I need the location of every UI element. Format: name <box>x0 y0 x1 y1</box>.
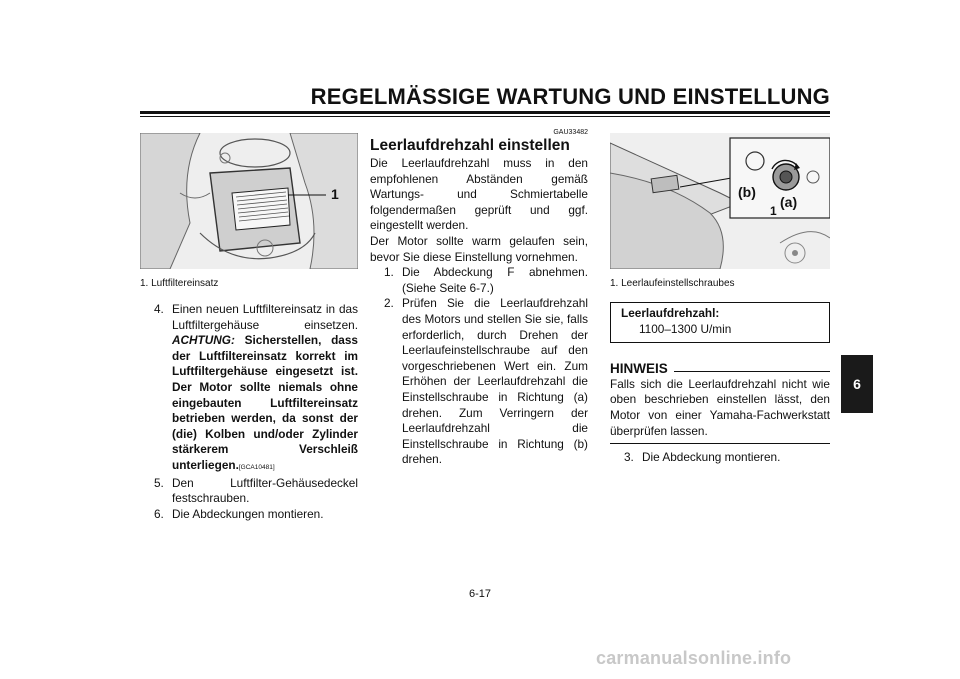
column-1 <box>140 302 358 522</box>
step-4-body <box>172 302 358 476</box>
warm-paragraph: Der Motor sollte warm gelaufen sein, bevor Sie diese Einstellung vornehmen. <box>370 233 588 264</box>
section-title: Leerlaufdrehzahl einstellen <box>370 137 570 154</box>
step-2 <box>370 296 588 468</box>
note-title: HINWEIS <box>610 361 668 377</box>
step-5-number: 5. <box>154 475 164 490</box>
idle-screw-illustration <box>610 133 830 269</box>
step-2-number: 2. <box>384 296 394 311</box>
intro-paragraph: Die Leerlaufdrehzahl muss in den empfohlenen Abständen gemäß Wartungs- und Schmiertabelle folgendermaßen geprüft und ggf. eingestellt werden. <box>370 156 588 233</box>
spec-box <box>610 302 830 343</box>
step-1 <box>370 265 588 296</box>
step-6-number: 6. <box>154 506 164 521</box>
step-3 <box>610 450 830 466</box>
figure1-caption: 1. Luftfiltereinsatz <box>140 278 219 289</box>
figure2-callout-b: (b) <box>738 184 756 200</box>
idle-screw-figure <box>610 133 830 269</box>
note-end-rule <box>610 443 830 444</box>
figure2-callout-a: (a) <box>780 194 798 210</box>
figure2-caption: 1. Leerlaufeinstellschraubes <box>610 278 735 289</box>
spec-value: 1100–1300 U/min <box>639 321 732 336</box>
page-header-title: REGELMÄSSIGE WARTUNG UND EINSTELLUNG <box>310 84 830 109</box>
step-1-number: 1. <box>384 265 394 280</box>
watermark: carmanualsonline.info <box>596 648 792 668</box>
step-6 <box>140 507 358 523</box>
caution-text: Sicherstellen, dass der Luftfiltereinsatz korrekt im Luftfiltergehäuse eingesetzt ist. Der Motor sollte niemals ohne eingebauten Luftfiltereinsatz betrieben werden, da sonst der (die) Kolben und/oder Zylinder stärkerem Verschleiß unterliegen. <box>172 333 358 472</box>
caution-label: ACHTUNG: <box>172 333 235 348</box>
caution-code: [GCA10481] <box>238 463 275 471</box>
step-4-number: 4. <box>154 302 164 316</box>
step-5-text: Den Luftfilter-Gehäusedeckel festschrauben. <box>172 475 358 506</box>
step-1-text: Die Abdeckung F abnehmen. (Siehe Seite 6-7.) <box>402 265 588 295</box>
figure2-callout-1: 1 <box>770 204 777 218</box>
column-3 <box>610 302 830 466</box>
step-6-text: Die Abdeckungen montieren. <box>172 506 324 521</box>
section-code: GAU33482 <box>553 129 588 136</box>
chapter-tab: 6 <box>841 355 873 413</box>
air-filter-figure <box>140 133 358 269</box>
page-number: 6-17 <box>468 588 492 600</box>
figure1-callout: 1 <box>331 186 339 202</box>
header-rule-thin <box>140 116 830 117</box>
step-4 <box>140 302 358 476</box>
header-rule <box>140 111 830 114</box>
note-header <box>610 361 830 377</box>
air-filter-illustration <box>140 133 358 269</box>
column-2 <box>370 128 588 468</box>
step-4-text: Einen neuen Luftfiltereinsatz in das Luftfiltergehäuse einsetzen. <box>172 302 358 332</box>
step-5 <box>140 476 358 507</box>
step-3-number: 3. <box>624 450 634 465</box>
step-2-text: Prüfen Sie die Leerlaufdrehzahl des Motors und stellen Sie sie, falls erforderlich, durch Drehen der Leerlaufeinstellschraube auf den vorgeschriebenen Wert ein. Zum Erhöhen der Leerlaufdrehzahl die Einstellschraube in Richtung (a) drehen. Zum Verringern der Leerlaufdrehzahl die Einstellschraube in Richtung (b) drehen. <box>402 296 588 467</box>
note-text: Falls sich die Leerlaufdrehzahl nicht wie oben beschrieben einstellen lässt, den Motor von einer Yamaha-Fachwerkstatt überprüfen lassen. <box>610 376 830 438</box>
spec-label: Leerlaufdrehzahl: <box>621 306 720 320</box>
note-rule <box>674 371 830 372</box>
step-3-text: Die Abdeckung montieren. <box>642 450 781 465</box>
